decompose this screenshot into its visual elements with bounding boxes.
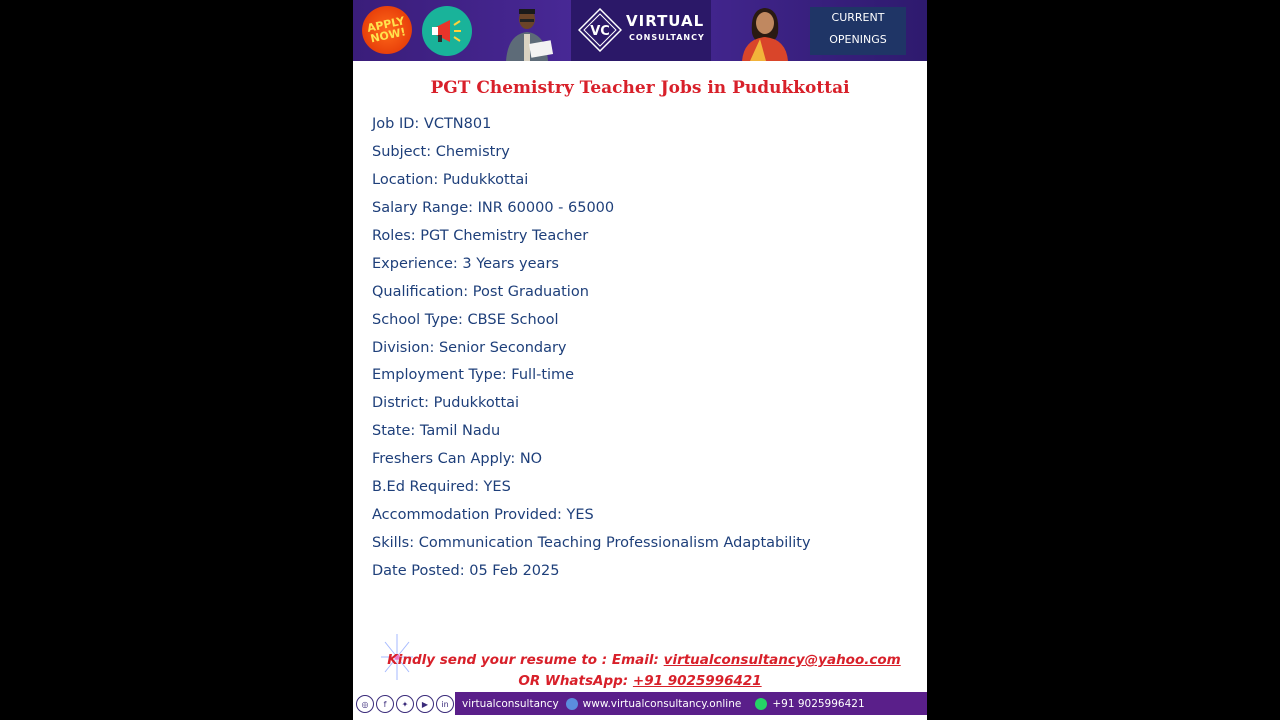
logo-mark <box>578 8 622 52</box>
megaphone-icon <box>422 6 472 56</box>
job-title: PGT Chemistry Teacher Jobs in Pudukkottai <box>430 78 850 98</box>
phone <box>755 698 864 710</box>
social-handle <box>462 698 559 710</box>
whatsapp-label: OR WhatsApp: <box>518 673 633 689</box>
detail-salary: Salary Range: INR 60000 - 65000 <box>372 199 615 216</box>
teacher-photo <box>496 4 558 61</box>
detail-accommodation: Accommodation Provided: YES <box>372 507 594 524</box>
twitter-icon[interactable]: ✦ <box>396 695 414 713</box>
woman-photo <box>736 3 794 61</box>
logo-title: VIRTUAL <box>626 12 705 30</box>
detail-division: Division: Senior Secondary <box>372 339 567 356</box>
website <box>566 698 742 710</box>
detail-date-posted: Date Posted: 05 Feb 2025 <box>372 563 560 579</box>
current-openings-label <box>810 7 906 55</box>
logo <box>571 0 711 61</box>
email-link[interactable]: virtualconsultancy@yahoo.com <box>663 652 901 668</box>
instagram-icon[interactable]: ◎ <box>356 695 374 713</box>
facebook-icon[interactable]: f <box>376 695 394 713</box>
social-handle-text: virtualconsultancy <box>462 697 559 710</box>
detail-subject: Subject: Chemistry <box>372 143 510 160</box>
phone-number[interactable]: +91 9025996421 <box>772 697 865 710</box>
detail-job-id: Job ID: VCTN801 <box>372 116 492 132</box>
detail-roles: Roles: PGT Chemistry Teacher <box>372 227 589 244</box>
resume-instruction <box>384 652 904 668</box>
detail-location: Location: Pudukkottai <box>372 171 529 188</box>
job-details-list <box>372 111 811 586</box>
linkedin-icon[interactable]: in <box>436 695 454 713</box>
detail-employment-type: Employment Type: Full-time <box>372 367 575 384</box>
openings-line-2: OPENINGS <box>829 33 887 46</box>
detail-experience: Experience: 3 Years years <box>372 255 559 272</box>
detail-skills: Skills: Communication Teaching Professionalism Adaptability <box>372 535 811 552</box>
apply-now-badge: APPLY NOW! <box>358 1 417 58</box>
detail-school-type: School Type: CBSE School <box>372 311 559 328</box>
detail-qualification: Qualification: Post Graduation <box>372 283 589 300</box>
whatsapp-instruction <box>353 673 927 689</box>
whatsapp-icon <box>755 698 767 710</box>
resume-instruction-label: Kindly send your resume to : Email: <box>387 652 664 668</box>
job-poster <box>353 0 927 720</box>
detail-district: District: Pudukkottai <box>372 395 520 412</box>
website-link[interactable]: www.virtualconsultancy.online <box>582 697 742 710</box>
contact-bar <box>455 692 927 715</box>
globe-icon <box>566 698 578 710</box>
logo-initials: VC <box>590 24 610 39</box>
social-icons <box>356 695 454 713</box>
youtube-icon[interactable]: ▶ <box>416 695 434 713</box>
detail-freshers: Freshers Can Apply: NO <box>372 451 543 468</box>
detail-state: State: Tamil Nadu <box>372 423 501 440</box>
whatsapp-link[interactable]: +91 9025996421 <box>632 673 762 689</box>
openings-line-1: CURRENT <box>831 11 885 24</box>
header-banner <box>353 0 927 61</box>
logo-subtitle: CONSULTANCY <box>629 33 705 42</box>
detail-bed-required: B.Ed Required: YES <box>372 479 511 496</box>
